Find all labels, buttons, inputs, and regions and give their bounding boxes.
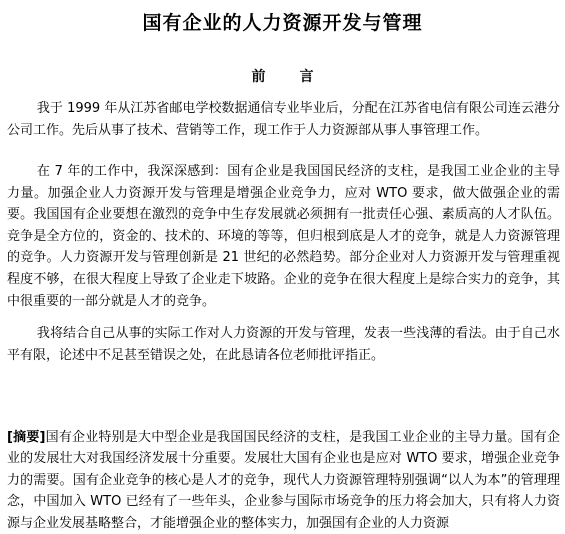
preface-paragraph-1: 我于 1999 年从江苏省邮电学校数据通信专业毕业后，分配在江苏省电信有限公司连云港分公司工作。先后从事了技术、营销等工作，现工作于人力资源部从事人事管理工作。 [7, 101, 560, 138]
abstract-text: 国有企业特别是大中型企业是我国国民经济的支柱，是我国工业企业的主导力量。国有企业的发展壮大对我国经济发展十分重要。发展壮大国有企业也是应对 WTO 要求，增强企业竞争力的需要。国有企业竞争的核心是人才的竞争，现代人力资源管理特别强调“以人为本”的管理理念，中国加入 WTO 已经有了一些年头，企业参与国际市场竞争的压力将会加大，只有将人力资源与企业发展基略整合，才能增强企业的整体实力，加强国有企业的人力资源 [7, 430, 560, 531]
preface-heading: 前言 [251, 69, 348, 85]
abstract-paragraph [7, 427, 560, 531]
abstract-tag: [摘要] [7, 430, 46, 445]
document-title: 国有企业的人力资源开发与管理 [142, 12, 423, 34]
preface-paragraph-2: 在 7 年的工作中，我深深感到：国有企业是我国国民经济的支柱，是我国工业企业的主导力量。加强企业人力资源开发与管理是增强企业竞争力，应对 WTO 要求，做大做强企业的需要。我国国有企业要想在激烈的竞争中生存发展就必须拥有一批责任心强、素质高的人才队伍。竞争是全方位的，资金的、技术的、环境的等等，但归根到底是人才的竞争，就是人力资源管理的竞争。人力资源开发与管理创新是 21 世纪的必然趋势。部分企业对人力资源开发与管理重视程度不够，在很大程度上导致了企业走下坡路。企业的竞争在很大程度上是综合实力的竞争，其中很重要的一部分就是人才的竞争。 [7, 164, 560, 309]
preface-paragraph-3: 我将结合自己从事的实际工作对人力资源的开发与管理，发表一些浅薄的看法。由于自己水平有限，论述中不足甚至错误之处，在此恳请各位老师批评指正。 [7, 326, 560, 363]
